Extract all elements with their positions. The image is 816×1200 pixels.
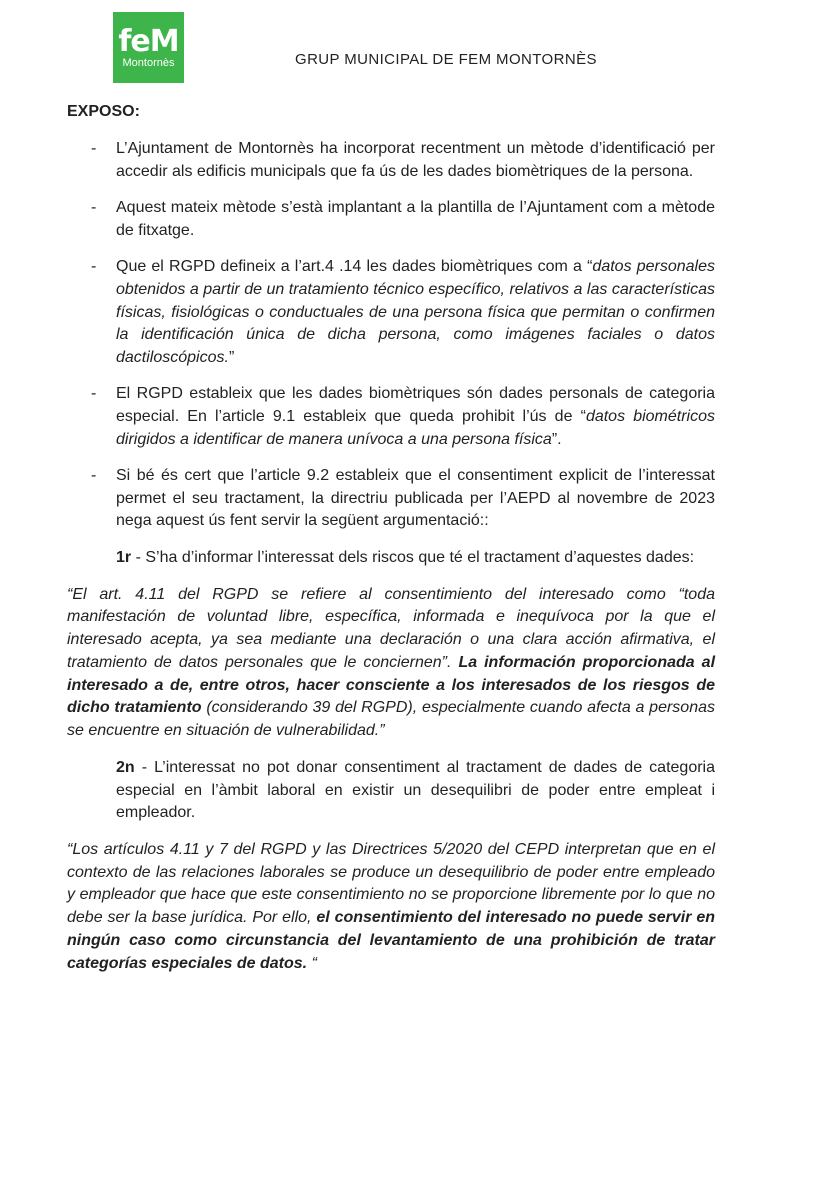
list-item-quote: datos personales obtenidos a partir de un tratamiento técnico específico, relativos a las características físicas, fisiológicas o conductuales de una persona física que permitan o confirmen la identificación única de dicha persona, como imágenes faciales o datos dactiloscópicos. [116,258,716,366]
quote-text-end: “ [307,954,317,972]
quote-text: “El art. 4.11 del RGPD se refiere al consentimiento del interesado como “toda manifestación de voluntad libre, específica, informada e inequívoca por la que el interesado acepta, ya sea mediante una declaración o una clara acción afirmativa, el tratamiento de datos personales que le conciernen”. [67,585,715,671]
list-item-text: Si bé és cert que l’article 9.2 estableix que el consentiment explicit de l’interessat permet el seu tractament, la directriu publicada per l’AEPD al novembre de 2023 nega aquest ús fent servir la següent argumentació:: [116,467,715,530]
list-item-text: L’Ajuntament de Montornès ha incorporat recentment un mètode d’identificació per accedir als edificis municipals que fa ús de les dades biomètriques de la persona. [116,140,715,180]
header-title: GRUP MUNICIPAL DE FEM MONTORNÈS [295,51,597,68]
argument-point-2 [67,757,715,825]
list-item [67,465,715,533]
quote-bold-text: el consentimiento del interesado no puede servir en ningún caso como circunstancia del levantamiento de una prohibición de tratar categorías especiales de datos. [67,909,716,972]
section-title: EXPOSO: [67,103,140,120]
list-item-text: El RGPD estableix que les dades biomètriques són dades personals de categoria especial. En l’article 9.1 estableix que queda prohibit l’ús de “ [116,385,715,425]
quote-text-end: (considerando 39 del RGPD), especialmente cuando afecta a personas se encuentre en situación de vulnerabilidad.” [67,699,715,740]
point-number: 1r [116,548,132,566]
point-text: - L’interessat no pot donar consentiment al tractament de dades de categoria especial en l’àmbit laboral en existir un desequilibri de poder entre empleat i empleador. [116,759,715,822]
list-item [67,383,715,451]
list-item-text: Aquest mateix mètode s’està implantant a la plantilla de l’Ajuntament com a mètode de fitxatge. [116,199,715,239]
argument-point-1 [67,547,715,570]
bullet-dash: - [91,467,97,485]
quote-block-1 [67,584,715,744]
quote-text: “Los artículos 4.11 y 7 del RGPD y las Directrices 5/2020 del CEPD interpretan que en el contexto de las relaciones laborales se produce un desequilibrio de poder entre empleado y empleador que hace que este consentimiento no se proporcione libremente por lo que no debe ser la base jurídica. Por ello, [67,840,715,927]
quote-block-2 [67,839,715,976]
list-item [67,256,715,369]
list-item-text-end: ”. [551,430,562,448]
bullet-dash: - [91,385,97,403]
logo-text: feM [118,23,179,59]
document-body [67,138,715,990]
list-item-text-end: ” [228,348,235,366]
point-text: - S’ha d’informar l’interessat dels riscos que té el tractament d’aquestes dades: [131,548,695,566]
bullet-dash: - [91,140,97,157]
bullet-dash: - [91,258,97,276]
fem-logo [113,12,184,83]
quote-bold-text: La información proporcionada al interesado a de, entre otros, hacer consciente a los interesados de los riesgos de dicho tratamiento [67,653,716,717]
list-item [67,138,715,183]
list-item-quote: datos biométricos dirigidos a identificar de manera unívoca a una persona física [116,407,716,448]
list-item-text: Que el RGPD defineix a l’art.4 .14 les dades biomètriques com a “ [116,258,593,276]
list-item [67,197,715,242]
logo-subtext: Montornès [122,56,175,69]
bullet-dash: - [91,199,97,217]
point-number: 2n [116,759,135,777]
